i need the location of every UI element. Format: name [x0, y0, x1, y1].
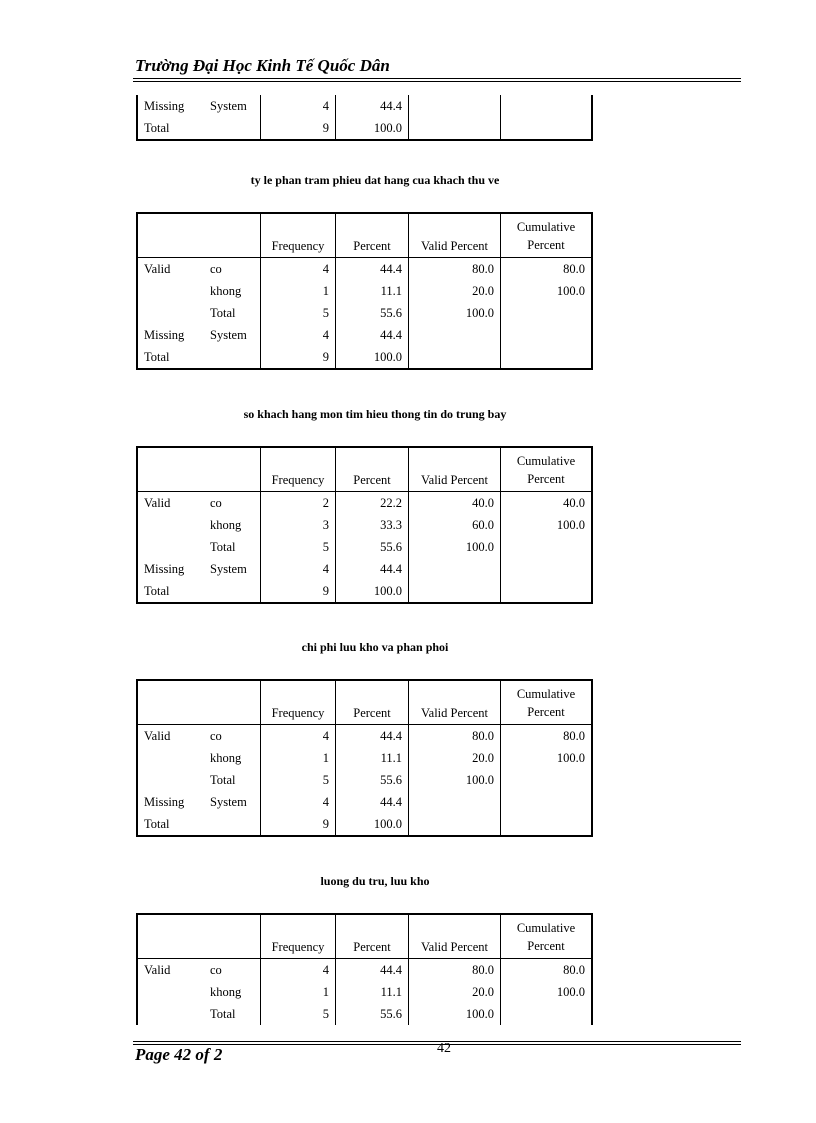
percent-header: Percent [336, 447, 409, 492]
table-row: Total 5 55.6 100.0 [137, 769, 592, 791]
table-row: Valid co 4 44.4 80.0 80.0 [137, 959, 592, 982]
table-row: khong 3 33.3 60.0 100.0 [137, 514, 592, 536]
cumulative-percent-cell [501, 117, 593, 140]
row-label: System [204, 95, 261, 117]
header-rule-top [133, 78, 741, 79]
cumulative-percent-header: Cumulative Percent [501, 680, 593, 725]
table-row: Total 5 55.6 100.0 [137, 1003, 592, 1025]
row-group-label: Missing [144, 98, 185, 113]
cumulative-percent-header: Cumulative Percent [501, 914, 593, 959]
table-row [137, 95, 592, 117]
table-header-row [137, 680, 592, 725]
percent-cell: 44.4 [336, 95, 409, 117]
table-row: khong 1 11.1 20.0 100.0 [137, 981, 592, 1003]
table-row: Total 9 100.0 [137, 813, 592, 836]
frequency-header: Frequency [271, 239, 325, 253]
table-caption: ty le phan tram phieu dat hang cua khach thu ve [250, 173, 500, 187]
valid-percent-header: Valid Percent [409, 914, 501, 959]
valid-percent-header: Valid Percent [409, 680, 501, 725]
table-row: Valid co 4 44.4 80.0 80.0 [137, 725, 592, 748]
row-label [204, 117, 261, 140]
footer-page-label: Page 42 of 2 [135, 1045, 223, 1064]
cumulative-percent-header: Cumulative Percent [501, 447, 593, 492]
frequency-header: Frequency [271, 706, 325, 720]
table-row: Total 5 55.6 100.0 [137, 536, 592, 558]
table-caption: chi phi luu kho va phan phoi [301, 640, 449, 654]
table-row: Total 9 100.0 [137, 580, 592, 603]
valid-percent-header: Valid Percent [409, 213, 501, 258]
cumulative-percent-header: Cumulative Percent [501, 213, 593, 258]
frequency-header: Frequency [271, 473, 325, 487]
percent-header: Percent [336, 680, 409, 725]
frequency-table [136, 212, 593, 370]
table-row: Valid co 2 22.2 40.0 40.0 [137, 492, 592, 515]
table-caption: so khach hang mon tim hieu thong tin do trung bay [243, 407, 507, 421]
table-row: khong 1 11.1 20.0 100.0 [137, 747, 592, 769]
table-row [137, 117, 592, 140]
percent-header: Percent [336, 914, 409, 959]
frequency-cell: 9 [322, 120, 329, 135]
table-header-row [137, 914, 592, 959]
table-row: Valid co 4 44.4 80.0 80.0 [137, 258, 592, 281]
valid-percent-header: Valid Percent [409, 447, 501, 492]
table-header-row [137, 447, 592, 492]
frequency-table-continued [136, 95, 593, 141]
table-row: khong 1 11.1 20.0 100.0 [137, 280, 592, 302]
frequency-table [136, 446, 593, 604]
table-row: Missing System 4 44.4 [137, 791, 592, 813]
percent-cell: 100.0 [336, 117, 409, 140]
valid-percent-cell [409, 117, 501, 140]
frequency-header: Frequency [271, 940, 325, 954]
table-caption: luong du tru, luu kho [320, 874, 430, 888]
table-row: Total 5 55.6 100.0 [137, 302, 592, 324]
table-row: Missing System 4 44.4 [137, 324, 592, 346]
frequency-table [136, 679, 593, 837]
row-group-label: Total [144, 120, 170, 135]
frequency-cell: 4 [322, 98, 329, 113]
table-row: Total 9 100.0 [137, 346, 592, 369]
table-row: Missing System 4 44.4 [137, 558, 592, 580]
percent-header: Percent [336, 213, 409, 258]
frequency-table [136, 913, 593, 1025]
page-header-title: Trường Đại Học Kinh Tế Quốc Dân [135, 56, 390, 75]
table-header-row [137, 213, 592, 258]
footer-page-number: 42 [437, 1041, 451, 1056]
cumulative-percent-cell [501, 95, 593, 117]
header-rule-bottom [133, 81, 741, 82]
valid-percent-cell [409, 95, 501, 117]
